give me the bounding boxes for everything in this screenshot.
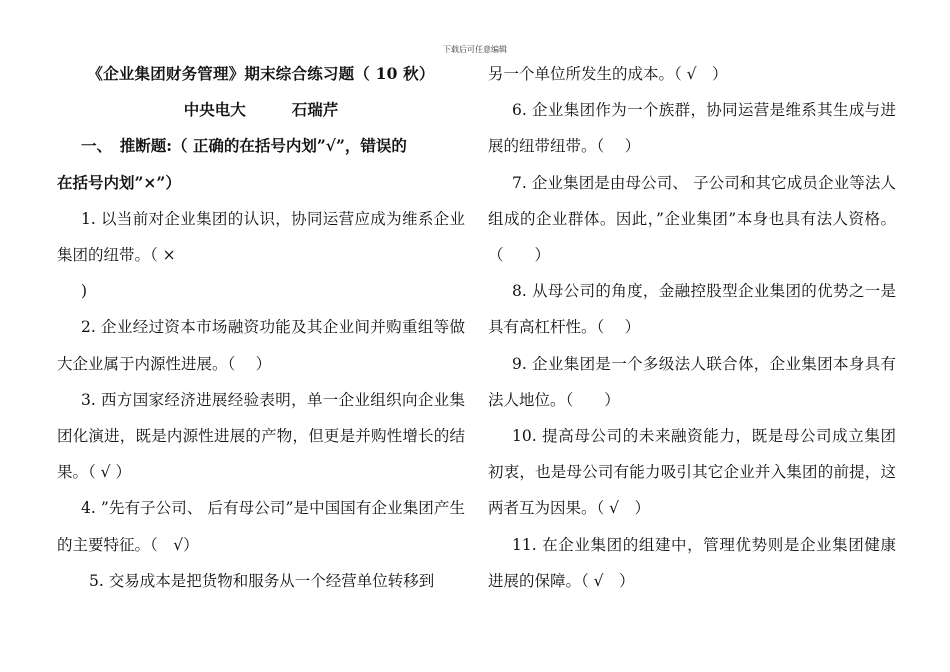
question-item: 8. 从母公司的角度，金融控股型企业集团的优势之一是具有高杠杆性。（ ） bbox=[488, 282, 896, 337]
question-item: 1. 以当前对企业集团的认识，协同运营应成为维系企业集团的纽带。（ × bbox=[57, 209, 465, 265]
question-item: 10. 提高母公司的未来融资能力，既是母公司成立集团初衷，也是母公司有能力吸引其它企业并入集团的前提，这两者互为因果。（ √ ） bbox=[488, 427, 896, 518]
question-item: 9. 企业集团是一个多级法人联合体，企业集团本身具有法人地位。（ ） bbox=[488, 354, 896, 409]
right-column bbox=[488, 56, 896, 599]
question-item: 11. 在企业集团的组建中，管理优势则是企业集团健康进展的保障。（ √ ） bbox=[488, 535, 896, 590]
question-item: 4. ”先有子公司、 后有母公司”是中国国有企业集团产生的主要特征。（ √） bbox=[57, 499, 465, 554]
page-header-note: 下载后可任意编辑 bbox=[443, 45, 507, 54]
question-item-cont: 另一个单位所发生的成本。（ √ ） bbox=[488, 65, 728, 83]
question-item: 3. 西方国家经济进展经验表明，单一企业组织向企业集团化演进，既是内源性进展的产物，但更是并购性增长的结果。（ √ ） bbox=[57, 390, 465, 482]
question-item-cont: ) bbox=[81, 282, 88, 301]
document-title: 《企业集团财务管理》期末综合练习题（ 10 秋） bbox=[87, 64, 435, 83]
question-item: 2. 企业经过资本市场融资功能及其企业间并购重组等做大企业属于内源性进展。（ ） bbox=[57, 318, 465, 373]
left-column bbox=[57, 56, 465, 599]
author-name: 石瑞芹 bbox=[291, 100, 339, 120]
question-item: 7. 企业集团是由母公司、 子公司和其它成员企业等法人组成的企业群体。因此，”企业集团”本身也具有法人资格。（ ） bbox=[488, 173, 896, 265]
section-heading: 一、 推断题:（ 正确的在括号内划”√”，错误的 bbox=[81, 136, 407, 156]
author-line bbox=[57, 92, 465, 128]
question-item: 6. 企业集团作为一个族群，协同运营是维系其生成与进展的纽带纽带。（ ） bbox=[488, 101, 896, 156]
author-org: 中央电大 bbox=[183, 100, 246, 120]
section-heading-cont: 在括号内划”×”） bbox=[57, 172, 181, 192]
question-item: 5. 交易成本是把货物和服务从一个经营单位转移到 bbox=[89, 571, 435, 590]
